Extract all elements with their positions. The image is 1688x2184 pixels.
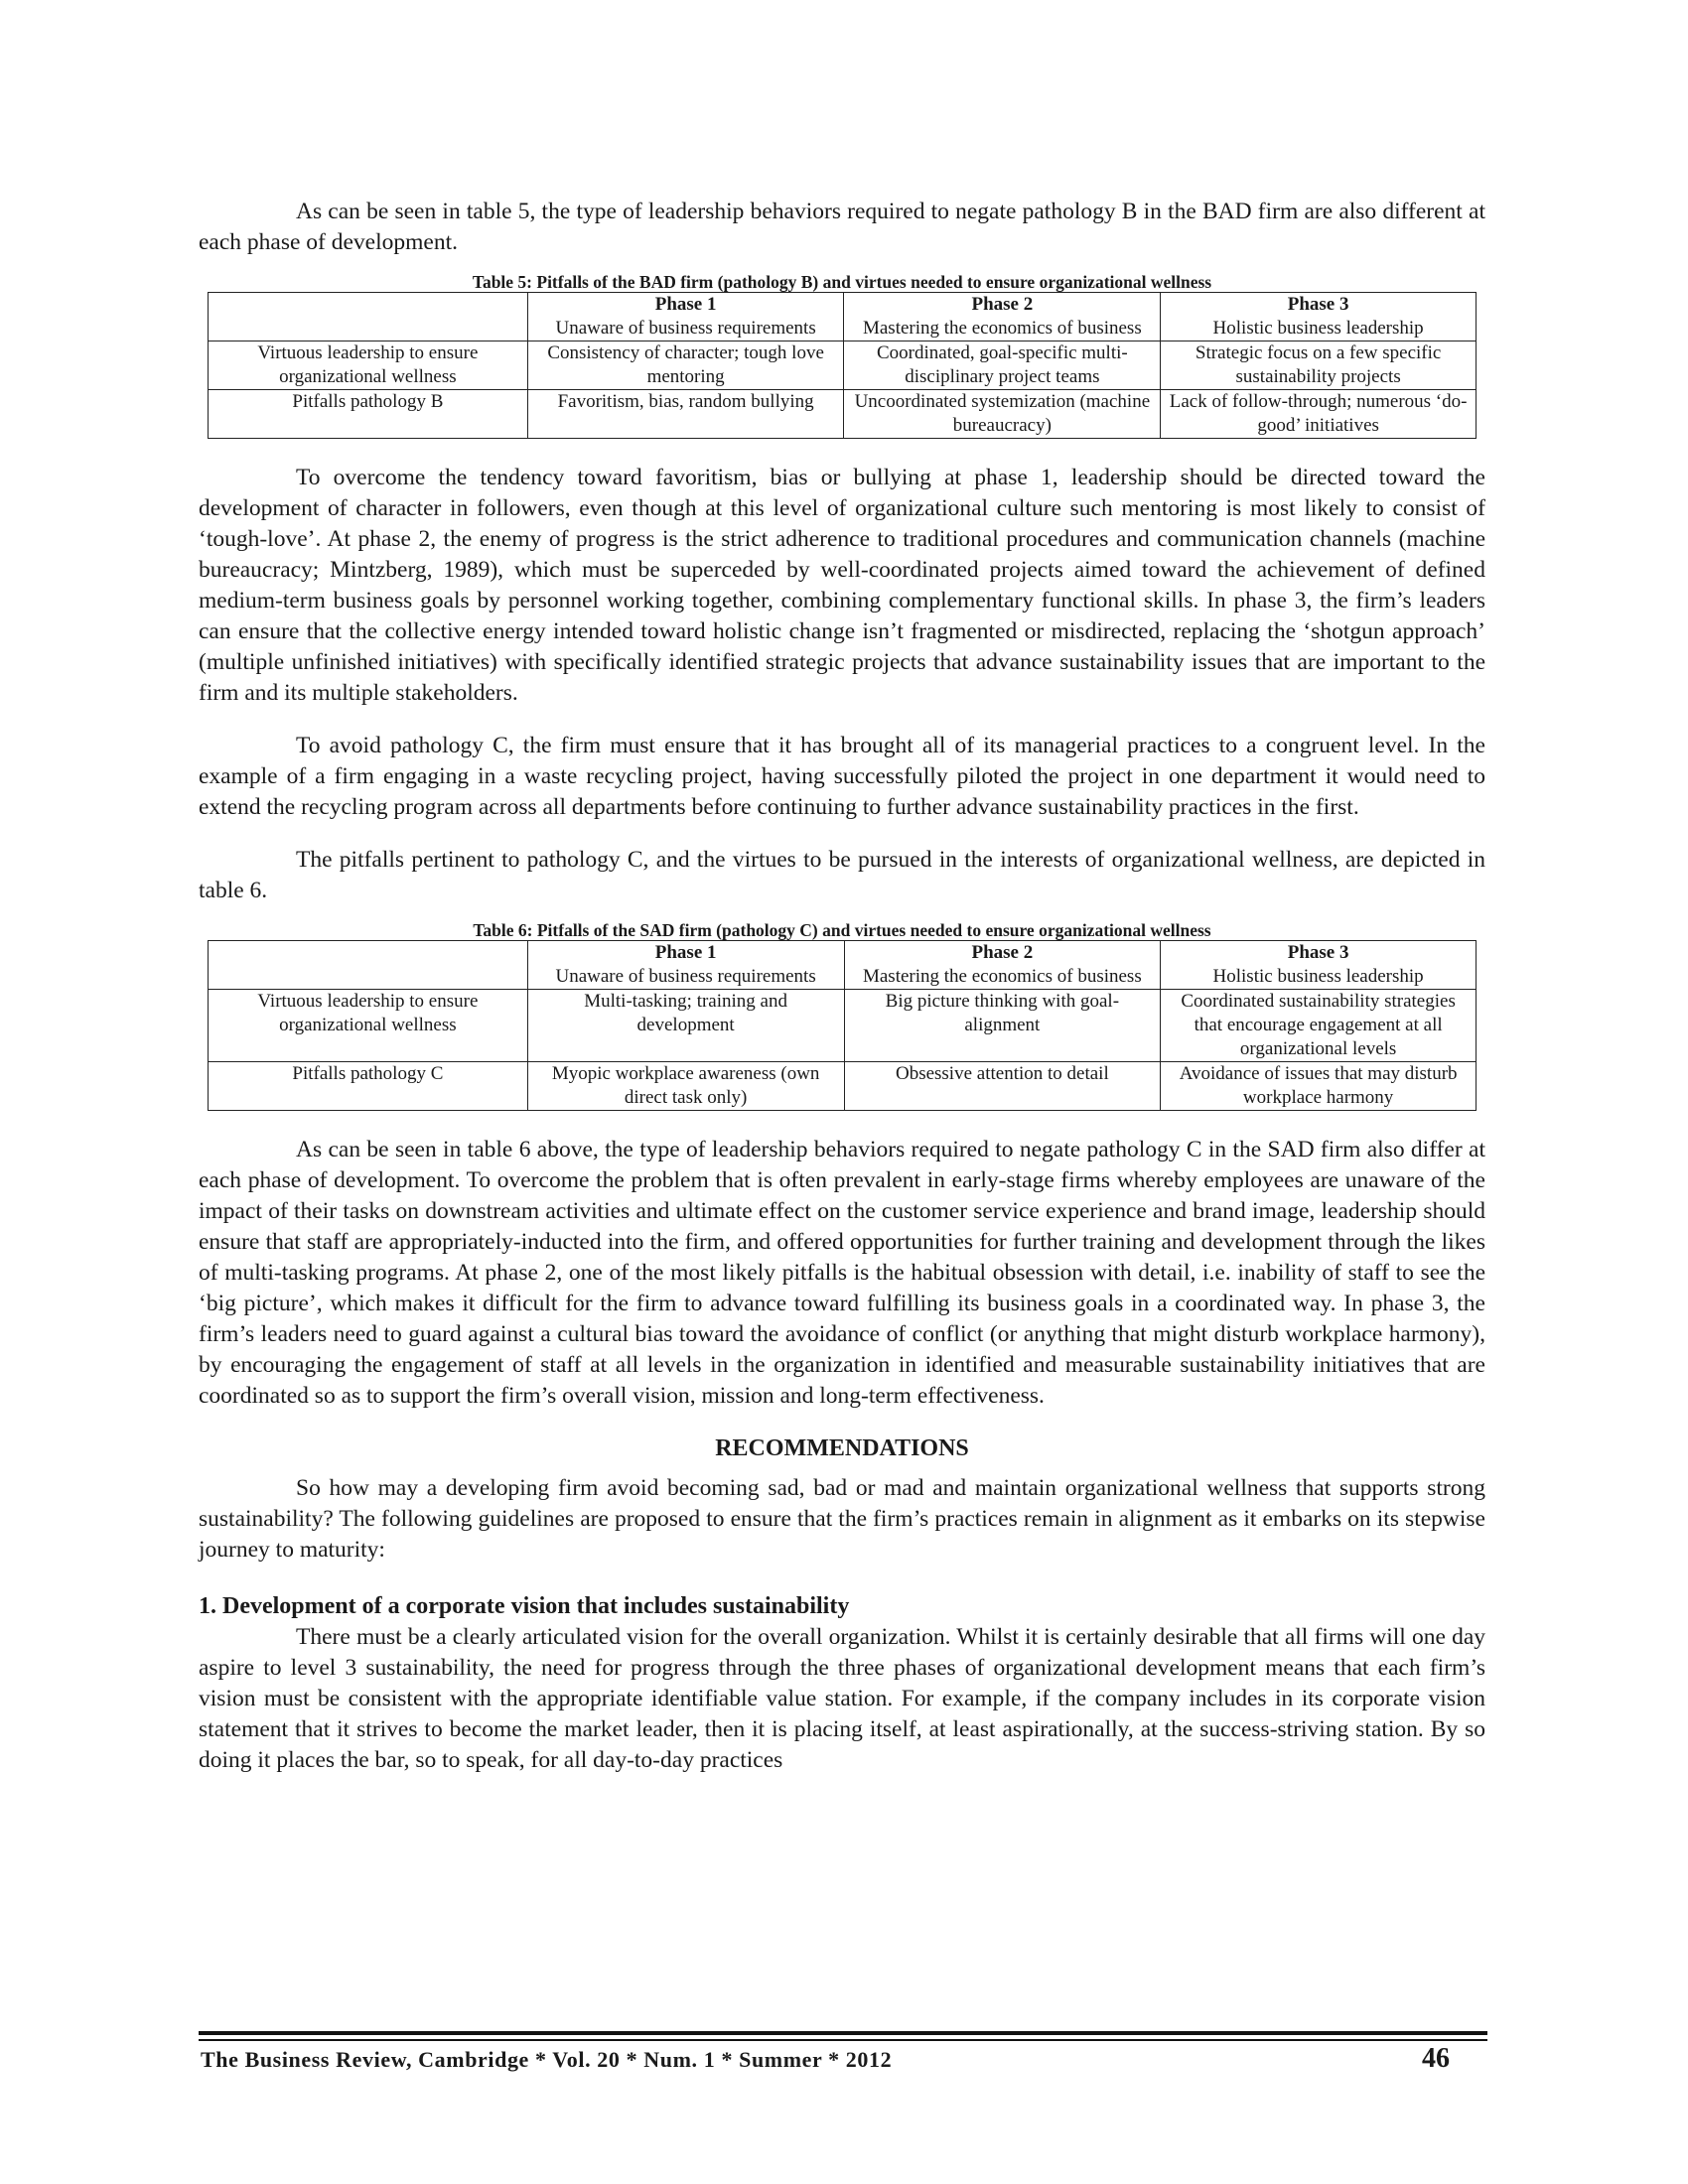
paragraph: As can be seen in table 5, the type of leadership behaviors required to negate pathology B in the BAD firm are also different at each phase of development. [199,199,1485,255]
table-cell: Lack of follow-through; numerous ‘do-good’ initiatives [1161,390,1477,439]
row-label-cell: Pitfalls pathology B [209,390,528,439]
paragraph: The pitfalls pertinent to pathology C, and the virtues to be pursued in the interests of organizational wellness, are depicted in table 6. [199,847,1485,903]
table-header-cell: Phase 2 Mastering the economics of business [844,941,1161,990]
table-row [209,341,1477,390]
table-row [209,1062,1477,1111]
table-header-cell: Phase 3 Holistic business leadership [1161,293,1477,341]
page-content [199,197,1485,1776]
table-cell: Myopic workplace awareness (own direct task only) [527,1062,844,1111]
table-6 [208,940,1477,1111]
table-cell: Coordinated, goal-specific multi-disciplinary project teams [844,341,1161,390]
table-6-caption: Table 6: Pitfalls of the SAD firm (pathology C) and virtues needed to ensure organizational wellness [473,920,1211,940]
table-cell: Avoidance of issues that may disturb workplace harmony [1161,1062,1477,1111]
table-header-cell: Phase 3 Holistic business leadership [1161,941,1477,990]
section-heading: RECOMMENDATIONS [715,1435,969,1461]
footer-rule-thin [199,2039,1487,2041]
paragraph: To avoid pathology C, the firm must ensure that it has brought all of its managerial practices to a congruent level. In the example of a firm engaging in a waste recycling project, having successfully piloted the project in one department it would need to extend the recycling program across all departments before continuing to further advance sustainability practices in the first. [199,733,1485,820]
paragraph: To overcome the tendency toward favoritism, bias or bullying at phase 1, leadership should be directed toward the development of character in followers, even though at this level of organizational culture such mentoring is most likely to consist of ‘tough-love’. At phase 2, the enemy of progress is the strict adherence to traditional procedures and communication channels (machine bureaucracy; Mintzberg, 1989), which must be superceded by well-coordinated projects aimed toward the achievement of defined medium-term business goals by personnel working together, combining complementary functional skills. In phase 3, the firm’s leaders can ensure that the collective energy intended toward holistic change isn’t fragmented or misdirected, replacing the ‘shotgun approach’ (multiple unfinished initiatives) with specifically identified strategic projects that advance sustainability issues that are important to the firm and its multiple stakeholders. [199,465,1485,706]
journal-footer: The Business Review, Cambridge * Vol. 20 * Num. 1 * Summer * 2012 [201,2047,893,2072]
table-corner-cell [209,293,528,341]
table-row [209,390,1477,439]
table-header-row [209,941,1477,990]
table-cell: Coordinated sustainability strategies that encourage engagement at all organizational levels [1161,990,1477,1062]
table-header-row [209,293,1477,341]
table-5-caption: Table 5: Pitfalls of the BAD firm (pathology B) and virtues needed to ensure organizational wellness [472,272,1212,292]
table-corner-cell [209,941,528,990]
page-number: 46 [1422,2043,1450,2074]
paragraph: There must be a clearly articulated vision for the overall organization. Whilst it is certainly desirable that all firms will one day aspire to level 3 sustainability, the need for progress through the three phases of organizational development means that each firm’s vision must be consistent with the appropriate identifiable value station. For example, if the company includes in its corporate vision statement that it strives to become the market leader, then it is placing itself, at least aspirationally, at the success-striving station. By so doing it places the bar, so to speak, for all day-to-day practices [199,1624,1485,1773]
row-label-cell: Virtuous leadership to ensure organizational wellness [209,341,528,390]
table-cell: Strategic focus on a few specific sustainability projects [1161,341,1477,390]
paragraph: So how may a developing firm avoid becoming sad, bad or mad and maintain organizational wellness that supports strong sustainability? The following guidelines are proposed to ensure that the firm’s practices remain in alignment as it embarks on its stepwise journey to maturity: [199,1475,1485,1563]
table-cell: Uncoordinated systemization (machine bureaucracy) [844,390,1161,439]
row-label-cell: Virtuous leadership to ensure organizational wellness [209,990,528,1062]
subsection-heading: 1. Development of a corporate vision that includes sustainability [199,1593,850,1619]
table-cell: Consistency of character; tough love mentoring [527,341,844,390]
table-header-cell: Phase 1 Unaware of business requirements [527,941,844,990]
paragraph: As can be seen in table 6 above, the type of leadership behaviors required to negate pathology C in the SAD firm also differ at each phase of development. To overcome the problem that is often prevalent in early-stage firms whereby employees are unaware of the impact of their tasks on downstream activities and ultimate effect on the customer service experience and brand image, leadership should ensure that staff are appropriately-inducted into the firm, and offered opportunities for further training and development through the likes of multi-tasking programs. At phase 2, one of the most likely pitfalls is the habitual obsession with detail, i.e. inability of staff to see the ‘big picture’, which makes it difficult for the firm to advance toward fulfilling its business goals in a coordinated way. In phase 3, the firm’s leaders need to guard against a cultural bias toward the avoidance of conflict (or anything that might disturb workplace harmony), by encouraging the engagement of staff at all levels in the organization in identified and measurable sustainability initiatives that are coordinated so as to support the firm’s overall vision, mission and long-term effectiveness. [199,1137,1485,1409]
table-cell: Favoritism, bias, random bullying [527,390,844,439]
table-header-cell: Phase 2 Mastering the economics of business [844,293,1161,341]
row-label-cell: Pitfalls pathology C [209,1062,528,1111]
table-header-cell: Phase 1 Unaware of business requirements [527,293,844,341]
footer-rule-thick [199,2031,1487,2035]
table-cell: Multi-tasking; training and development [527,990,844,1062]
table-cell: Big picture thinking with goal-alignment [844,990,1161,1062]
table-5 [208,292,1477,439]
table-row [209,990,1477,1062]
table-cell: Obsessive attention to detail [844,1062,1161,1111]
